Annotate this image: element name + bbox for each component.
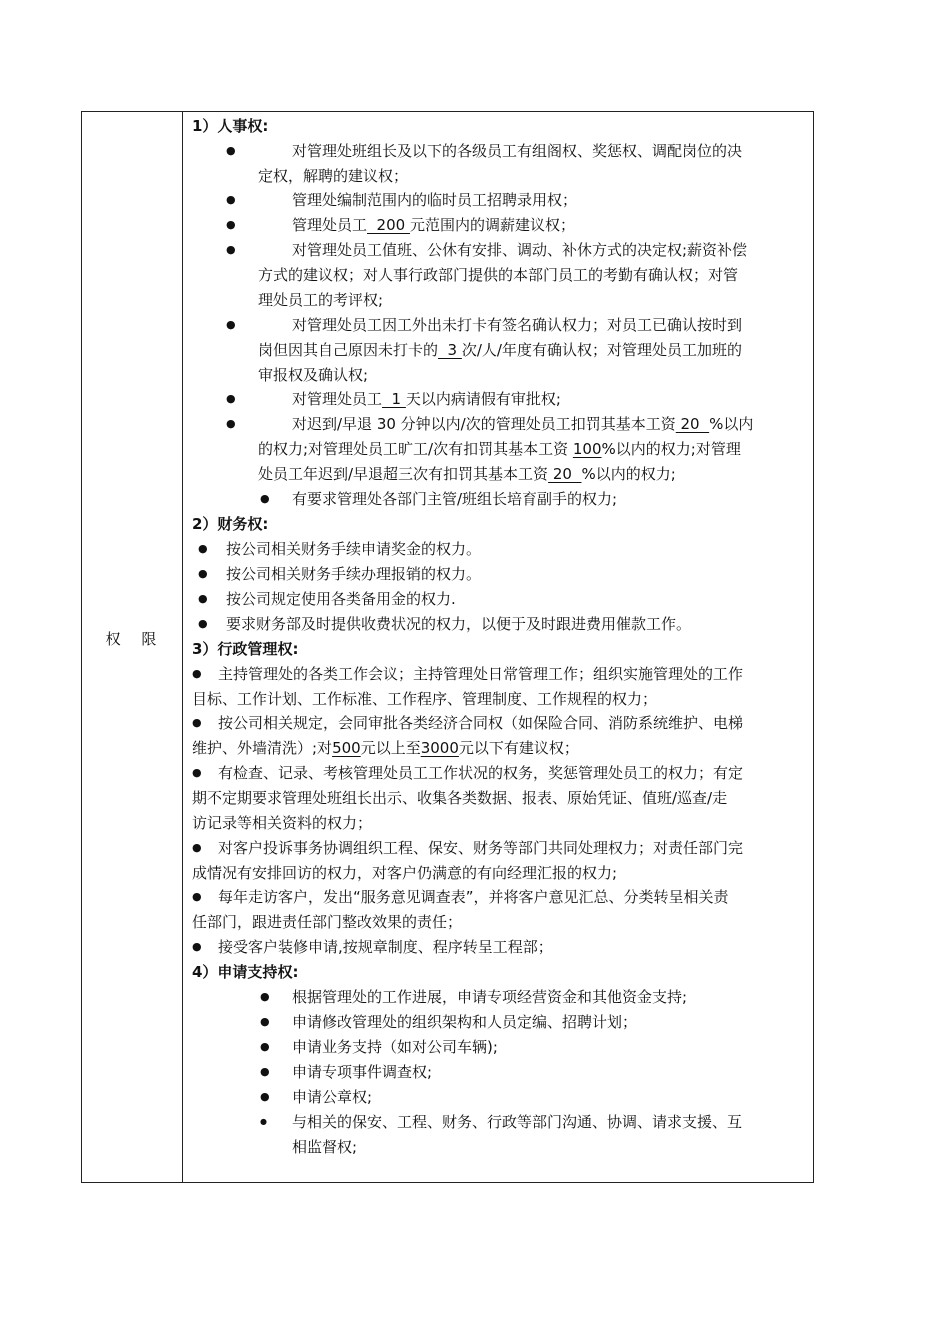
list-item-cont: 理处员工的考评权;	[258, 291, 384, 309]
list-item: 接受客户装修申请,按规章制度、程序转呈工程部；	[218, 938, 553, 956]
list-item-cont: 相监督权;	[292, 1138, 358, 1156]
bullet-icon: ●	[226, 218, 236, 231]
column-divider	[182, 112, 183, 1182]
list-item-cont: 岗但因其自己原因未打卡的 3 次/人/年度有确认权；对管理处员工加班的	[258, 341, 742, 359]
list-item-cont: 的权力;对管理处员工旷工/次有扣罚其基本工资 100%以内的权力;对管理	[258, 440, 741, 458]
bullet-icon: ●	[226, 144, 236, 157]
list-item-cont: 处员工年迟到/早退超三次有扣罚其基本工资 20 %以内的权力;	[258, 465, 676, 483]
list-item: 按公司相关财务手续申请奖金的权力。	[226, 540, 482, 558]
bullet-icon: ●	[198, 592, 208, 605]
bullet-icon: ●	[260, 1040, 270, 1053]
bullet-icon: ●	[226, 417, 236, 430]
bullet-icon: ●	[192, 716, 202, 729]
list-item: 根据管理处的工作进展，申请专项经营资金和其他资金支持;	[292, 988, 688, 1006]
authority-table	[81, 111, 814, 1183]
section-title-support: 4）申请支持权:	[192, 963, 299, 981]
bullet-icon: ●	[192, 890, 202, 903]
label-cell	[82, 112, 182, 1182]
list-item: 申请专项事件调查权;	[292, 1063, 433, 1081]
list-item-cont: 目标、工作计划、工作标准、工作程序、管理制度、工作规程的权力；	[192, 690, 658, 708]
bullet-icon: ●	[260, 1090, 270, 1103]
bullet-icon: ●	[198, 617, 208, 630]
list-item: 按公司相关财务手续办理报销的权力。	[226, 565, 482, 583]
list-item-cont: 方式的建议权；对人事行政部门提供的本部门员工的考勤有确认权；对管	[258, 266, 739, 284]
bullet-icon: ●	[192, 667, 202, 680]
list-item-cont: 定权，解聘的建议权；	[258, 167, 409, 185]
bullet-icon: ●	[226, 243, 236, 256]
bullet-icon: ●	[260, 492, 270, 505]
list-item-cont: 访记录等相关资料的权力；	[192, 814, 373, 832]
list-item: 有检查、记录、考核管理处员工工作状况的权务，奖惩管理处员工的权力；有定	[218, 764, 744, 782]
bullet-icon: ●	[192, 940, 202, 953]
list-item: 申请修改管理处的组织架构和人员定编、招聘计划；	[292, 1013, 638, 1031]
list-item: 对管理处员工值班、公休有安排、调动、补休方式的决定权;薪资补偿	[292, 241, 748, 259]
row-label: 权 限	[105, 630, 165, 648]
list-item: 对管理处班组长及以下的各级员工有组阁权、奖惩权、调配岗位的决	[292, 142, 743, 160]
bullet-icon: ●	[260, 990, 270, 1003]
list-item-cont: 维护、外墙清洗）;对500元以上至3000元以下有建议权；	[192, 739, 579, 757]
section-title-administration: 3）行政管理权:	[192, 640, 299, 658]
list-item-cont: 审报权及确认权;	[258, 366, 369, 384]
list-item: 对管理处员工因工外出未打卡有签名确认权力；对员工已确认按时到	[292, 316, 743, 334]
list-item: 对迟到/早退 30 分钟以内/次的管理处员工扣罚其基本工资 20 %以内	[292, 415, 754, 433]
list-item-cont: 任部门，跟进责任部门整改效果的责任；	[192, 913, 463, 931]
list-item-cont: 期不定期要求管理处班组长出示、收集各类数据、报表、原始凭证、值班/巡查/走	[192, 789, 728, 807]
list-item: 主持管理处的各类工作会议；主持管理处日常管理工作；组织实施管理处的工作	[218, 665, 744, 683]
list-item: 对管理处员工 1 天以内病请假有审批权;	[292, 390, 561, 408]
bullet-icon: ●	[192, 841, 202, 854]
bullet-icon: ●	[226, 392, 236, 405]
bullet-icon: ●	[226, 318, 236, 331]
bullet-icon: ●	[192, 766, 202, 779]
list-item: 管理处编制范围内的临时员工招聘录用权；	[292, 191, 578, 209]
list-item: 申请公章权;	[292, 1088, 373, 1106]
list-item-cont: 成情况有安排回访的权力，对客户仍满意的有向经理汇报的权力;	[192, 864, 618, 882]
list-item: 要求财务部及时提供收费状况的权力，以便于及时跟进费用催款工作。	[226, 615, 692, 633]
list-item: 对客户投诉事务协调组织工程、保安、财务等部门共同处理权力；对责任部门完	[218, 839, 744, 857]
bullet-icon: ●	[260, 1117, 267, 1126]
bullet-icon: ●	[198, 542, 208, 555]
bullet-icon: ●	[260, 1015, 270, 1028]
list-item: 与相关的保安、工程、财务、行政等部门沟通、协调、请求支援、互	[292, 1113, 743, 1131]
list-item: 管理处员工 200 元范围内的调薪建议权；	[292, 216, 575, 234]
list-item: 按公司相关规定，会同审批各类经济合同权（如保险合同、消防系统维护、电梯	[218, 714, 744, 732]
section-title-personnel: 1）人事权:	[192, 117, 269, 135]
bullet-icon: ●	[260, 1065, 270, 1078]
list-item: 申请业务支持（如对公司车辆);	[292, 1038, 498, 1056]
list-item: 按公司规定使用各类备用金的权力.	[226, 590, 456, 608]
list-item: 有要求管理处各部门主管/班组长培育副手的权力;	[292, 490, 618, 508]
section-title-finance: 2）财务权:	[192, 515, 269, 533]
bullet-icon: ●	[198, 567, 208, 580]
bullet-icon: ●	[226, 193, 236, 206]
list-item: 每年走访客户，发出“服务意见调查表”，并将客户意见汇总、分类转呈相关责	[218, 888, 729, 906]
